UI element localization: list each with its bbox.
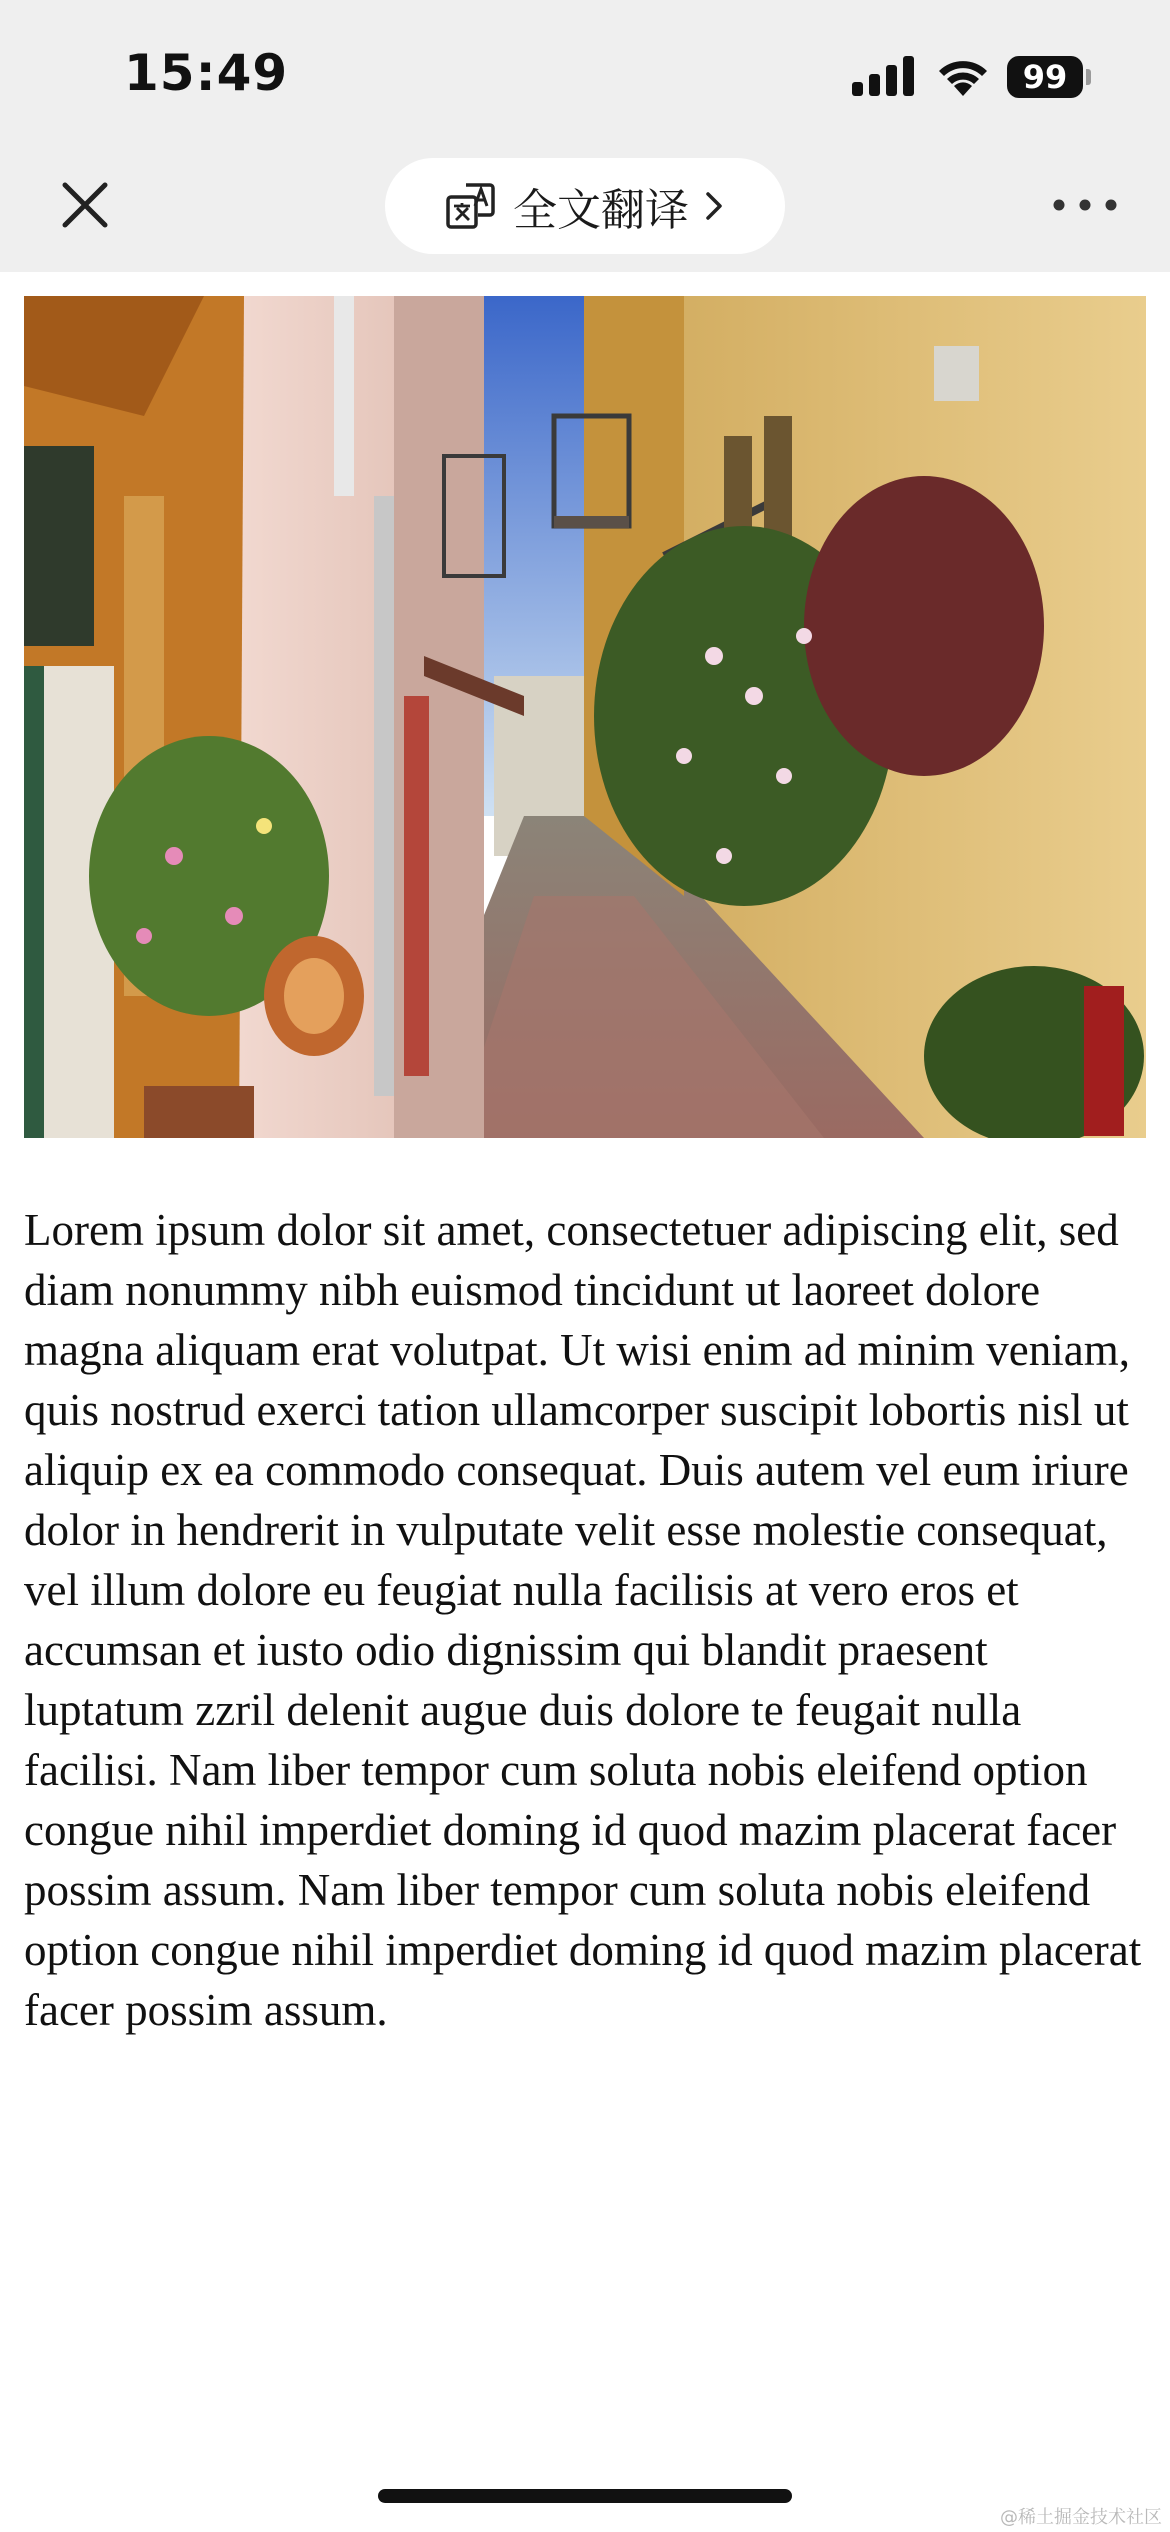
watermark: @稀土掘金技术社区 xyxy=(1000,2507,1162,2528)
battery-icon xyxy=(1007,56,1091,98)
close-icon[interactable] xyxy=(50,170,120,240)
status-bar xyxy=(0,0,1170,150)
battery-tip xyxy=(1086,69,1091,85)
street-photo xyxy=(24,296,1146,1138)
top-chrome xyxy=(0,0,1170,272)
full-text-translate-button[interactable] xyxy=(385,158,785,254)
battery-level: 99 xyxy=(1007,56,1083,98)
chevron-right-icon xyxy=(703,189,725,223)
translate-label: 全文翻译 xyxy=(513,185,689,236)
article-body: Lorem ipsum dolor sit amet, consectetuer adipiscing elit, sed diam nonummy nibh euismod tincidunt ut laoreet dolore magna aliquam erat volutpat. Ut wisi enim ad minim veniam, quis nostrud exerci tation ullamcorper suscipit lobortis nisl ut aliquip ex ea commodo consequat. Duis autem vel eum iriure dolor in hendrerit in vulputate velit esse molestie consequat, vel illum dolore eu feugiat nulla facilisis at vero eros et accumsan et iusto odio dignissim qui blandit praesent luptatum zzril delenit augue duis dolore te feugait nulla facilisi. Nam liber tempor cum soluta nobis eleifend option congue nihil imperdiet doming id quod mazim placerat facer possim assum. Nam liber tempor cum soluta nobis eleifend option congue nihil imperdiet doming id quod mazim placerat facer possim assum. xyxy=(24,1205,1142,2035)
translate-icon xyxy=(445,180,497,232)
cellular-signal-icon xyxy=(852,56,914,96)
wifi-icon xyxy=(935,52,991,96)
more-horizontal-icon[interactable] xyxy=(1050,180,1120,230)
nav-bar xyxy=(0,150,1170,272)
status-time: 15:49 xyxy=(124,44,289,102)
home-indicator[interactable] xyxy=(378,2489,792,2503)
